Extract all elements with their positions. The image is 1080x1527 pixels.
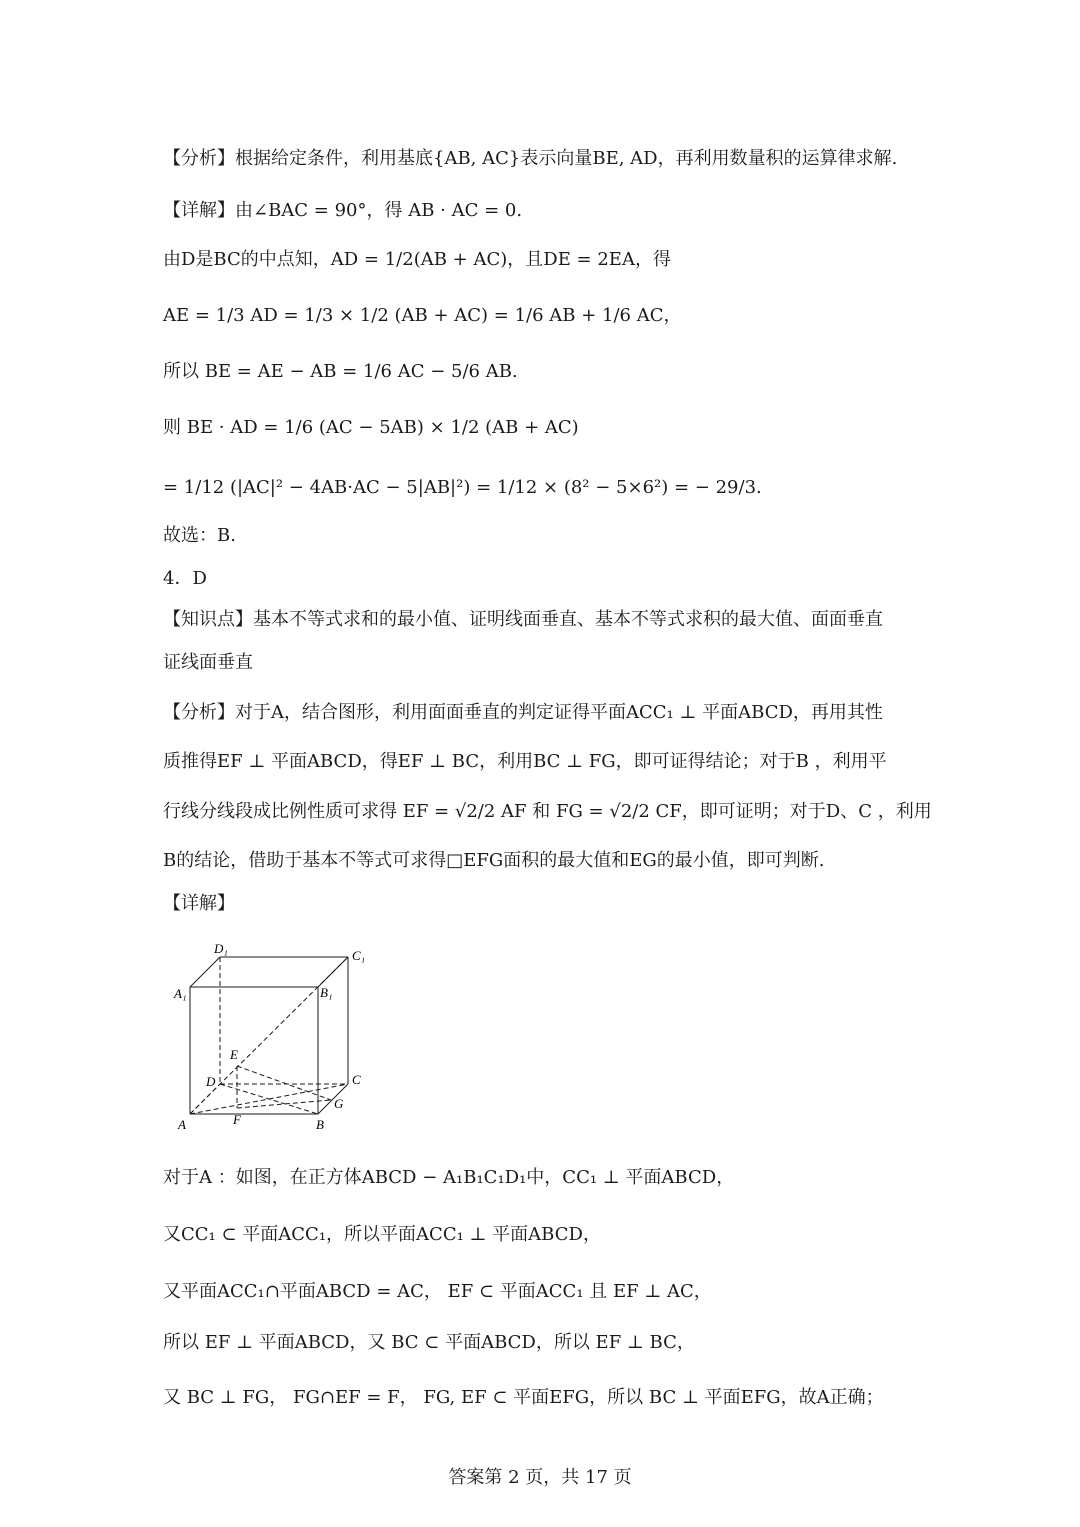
solution-text-1: 由∠BAC = 90°，得 AB · AC = 0. xyxy=(235,200,523,221)
page-footer: 答案第 2 页，共 17 页 xyxy=(448,1467,632,1488)
label-D: D xyxy=(206,1074,216,1089)
label-C: C xyxy=(352,1072,361,1087)
proof-line-2: 又CC₁ ⊂ 平面ACC₁，所以平面ACC₁ ⊥ 平面ABCD， xyxy=(163,1224,601,1245)
analysis-line-4: 行线分线段成比例性质可求得 EF = √2/2 AF 和 FG = √2/2 CF，即可证明；对于D、C ，利用 xyxy=(163,801,932,822)
answer-choice: 故选：B. xyxy=(163,525,236,546)
proof-line-4: 所以 EF ⊥ 平面ABCD，又 BC ⊂ 平面ABCD，所以 EF ⊥ BC， xyxy=(163,1332,695,1353)
solution-line-3: AE = 1/3 AD = 1/3 × 1/2 (AB + AC) = 1/6 AB + 1/6 AC， xyxy=(163,305,682,326)
label-E: E xyxy=(230,1047,238,1062)
label-D1: D₁ xyxy=(214,941,228,956)
knowledge-text: 基本不等式求和的最小值、证明线面垂直、基本不等式求积的最大值、面面垂直 xyxy=(253,609,883,630)
proof-line-5: 又 BC ⊥ FG， FG∩EF = F， FG, EF ⊂ 平面EFG，所以 BC ⊥ 平面EFG，故A正确； xyxy=(163,1387,884,1408)
solution-tag-line xyxy=(163,891,235,917)
analysis-text-1: 根据给定条件，利用基底{AB, AC}表示向量BE, AD，再利用数量积的运算律求解. xyxy=(235,148,898,169)
section-tag: 【详解】 xyxy=(163,200,235,221)
section-tag: 【分析】 xyxy=(163,148,235,169)
section-tag: 【详解】 xyxy=(163,893,235,914)
question-number: 4．D xyxy=(163,568,207,589)
knowledge-line-1 xyxy=(163,607,883,633)
proof-line-3: 又平面ACC₁∩平面ABCD = AC， EF ⊂ 平面ACC₁ 且 EF ⊥ AC， xyxy=(163,1281,712,1302)
analysis-line-3: 质推得EF ⊥ 平面ABCD，得EF ⊥ BC，利用BC ⊥ FG，即可证得结论；对于B ，利用平 xyxy=(163,751,887,772)
solution-line-4: 所以 BE = AE − AB = 1/6 AC − 5/6 AB. xyxy=(163,361,518,382)
analysis-line-5: B的结论，借助于基本不等式可求得□EFG面积的最大值和EG的最小值，即可判断. xyxy=(163,850,825,871)
label-B: B xyxy=(316,1117,324,1132)
label-A: A xyxy=(178,1117,186,1132)
proof-line-1: 对于A ：如图，在正方体ABCD − A₁B₁C₁D₁中，CC₁ ⊥ 平面ABCD， xyxy=(163,1167,735,1188)
label-B1: B₁ xyxy=(320,985,333,1000)
solution-line-1 xyxy=(163,198,522,224)
analysis-line-1 xyxy=(163,146,897,172)
knowledge-line-2: 证线面垂直 xyxy=(163,652,253,673)
section-tag: 【知识点】 xyxy=(163,609,253,630)
analysis-line-2 xyxy=(163,700,883,726)
label-C1: C₁ xyxy=(352,948,366,963)
label-G: G xyxy=(334,1096,344,1111)
solution-line-6: = 1/12 (|AC|² − 4AB·AC − 5|AB|²) = 1/12 × (8² − 5×6²) = − 29/3. xyxy=(163,477,762,498)
label-F: F xyxy=(233,1112,241,1127)
section-tag: 【分析】 xyxy=(163,702,235,723)
analysis-text-2: 对于A，结合图形，利用面面垂直的判定证得平面ACC₁ ⊥ 平面ABCD，再用其性 xyxy=(235,702,883,723)
solution-line-5: 则 BE · AD = 1/6 (AC − 5AB) × 1/2 (AB + AC) xyxy=(163,417,579,438)
cube-figure xyxy=(170,938,380,1136)
solution-line-2: 由D是BC的中点知，AD = 1/2(AB + AC)，且DE = 2EA，得 xyxy=(163,249,671,270)
label-A1: A₁ xyxy=(174,986,187,1001)
